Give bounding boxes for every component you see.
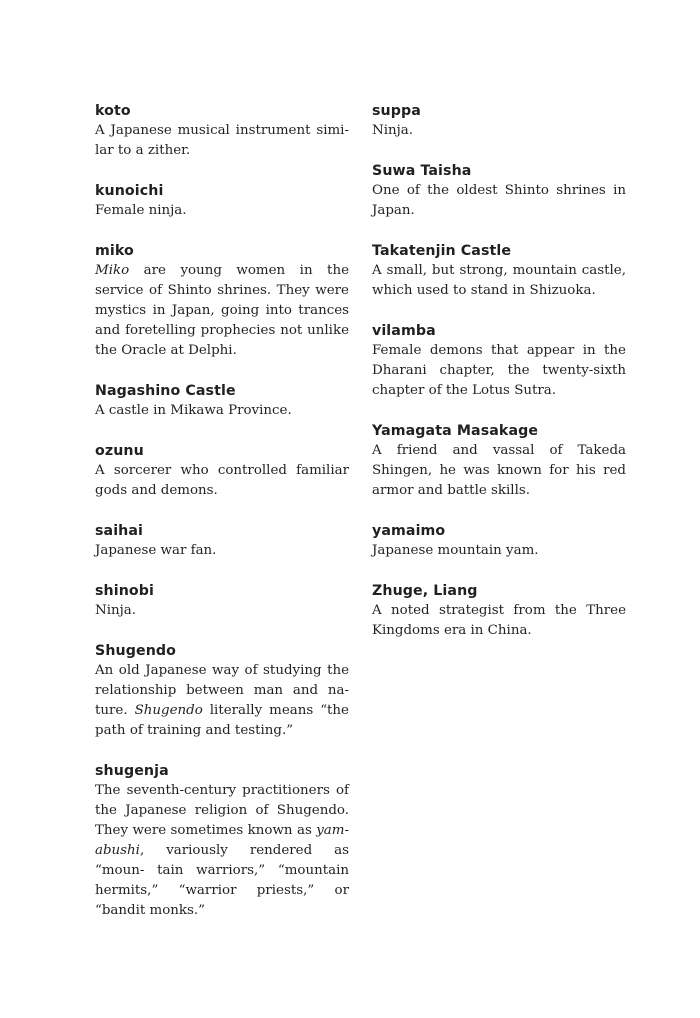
glossary-entry bbox=[95, 581, 349, 621]
glossary-entry bbox=[372, 521, 626, 561]
glossary-definition: Miko are young women in the service of Shinto shrines. They were mystics in Japan, going into trances and foretelling prophecies not unlike the Oracle at Delphi. bbox=[95, 263, 349, 358]
glossary-term: kunoichi bbox=[95, 183, 164, 199]
glossary-term: Shugendo bbox=[95, 643, 176, 659]
glossary-entry bbox=[95, 181, 349, 221]
glossary-definition: The seventh-century practitioners of the Japanese religion of Shugendo. They were sometimes known as yam- abushi, variously rendered as “moun- tain warriors,” “mountain hermits,” “warrior priests,” or “bandit monks.” bbox=[95, 783, 349, 918]
glossary-entry bbox=[95, 761, 349, 921]
glossary-entry bbox=[372, 581, 626, 641]
glossary-term: Nagashino Castle bbox=[95, 383, 236, 399]
glossary-definition: One of the oldest Shinto shrines in Japan. bbox=[372, 183, 626, 218]
glossary-definition: An old Japanese way of studying the relationship between man and na- ture. Shugendo literally means “the path of training and testing.” bbox=[95, 663, 349, 738]
glossary-definition: Ninja. bbox=[95, 603, 137, 618]
glossary-entry bbox=[95, 381, 349, 421]
glossary-entry bbox=[372, 241, 626, 301]
glossary-term: miko bbox=[95, 243, 134, 259]
glossary-definition: A sorcerer who controlled familiar gods and demons. bbox=[95, 463, 349, 498]
glossary-term: Suwa Taisha bbox=[372, 163, 472, 179]
glossary-definition: A friend and vassal of Takeda Shingen, he was known for his red armor and battle skills. bbox=[372, 443, 626, 498]
glossary-definition: A Japanese musical instrument simi- lar to a zither. bbox=[95, 123, 349, 158]
glossary-term: Takatenjin Castle bbox=[372, 243, 512, 259]
glossary-definition: Japanese war fan. bbox=[95, 543, 217, 558]
glossary-term: shugenja bbox=[95, 763, 169, 779]
glossary-term: yamaimo bbox=[372, 523, 446, 539]
glossary-definition: Female ninja. bbox=[95, 203, 187, 218]
glossary-definition: A small, but strong, mountain castle, which used to stand in Shizuoka. bbox=[372, 263, 626, 298]
glossary-definition: Japanese mountain yam. bbox=[372, 543, 539, 558]
glossary-term: suppa bbox=[372, 103, 421, 119]
glossary-term: Zhuge, Liang bbox=[372, 583, 478, 599]
glossary-term: Yamagata Masakage bbox=[372, 423, 539, 439]
glossary-term: saihai bbox=[95, 523, 144, 539]
glossary-entry bbox=[372, 321, 626, 401]
glossary-entry bbox=[95, 101, 349, 161]
glossary-entry bbox=[95, 241, 349, 361]
glossary-entry bbox=[372, 101, 626, 141]
glossary-entry bbox=[372, 161, 626, 221]
glossary-left-column bbox=[95, 101, 349, 941]
glossary-term: vilamba bbox=[372, 323, 436, 339]
glossary-entry bbox=[372, 421, 626, 501]
glossary-entry bbox=[95, 641, 349, 741]
glossary-definition: A noted strategist from the Three Kingdoms era in China. bbox=[372, 603, 626, 638]
glossary-definition: A castle in Mikawa Province. bbox=[95, 403, 292, 418]
glossary-definition: Female demons that appear in the Dharani chapter, the twenty-sixth chapter of the Lotus Sutra. bbox=[372, 343, 626, 398]
glossary-entry bbox=[95, 521, 349, 561]
glossary-term: ozunu bbox=[95, 443, 144, 459]
glossary-term: koto bbox=[95, 103, 131, 119]
glossary-definition: Ninja. bbox=[372, 123, 414, 138]
glossary-term: shinobi bbox=[95, 583, 154, 599]
glossary-right-column bbox=[372, 101, 626, 661]
glossary-entry bbox=[95, 441, 349, 501]
